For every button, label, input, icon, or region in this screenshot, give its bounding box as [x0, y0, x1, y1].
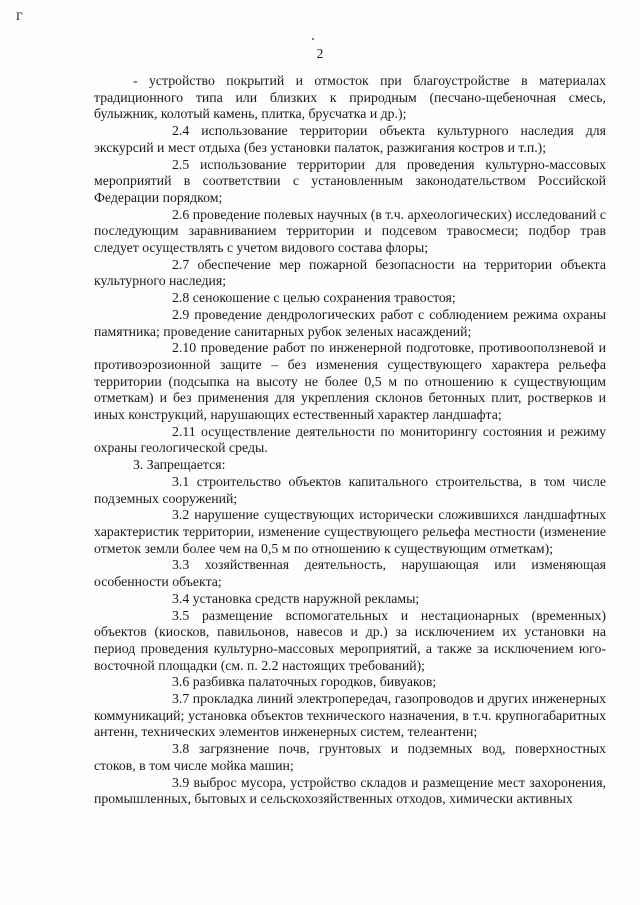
paragraph-text: хозяйственная деятельность, нарушающая или изменяющая особенности объекта; — [94, 557, 606, 590]
paragraph-number: 3.2 — [172, 507, 190, 523]
paragraph-number: 3.6 — [172, 674, 190, 690]
paragraph-3-2 — [94, 507, 606, 557]
paragraph-3-4 — [94, 591, 606, 608]
paragraph-text: строительство объектов капитального строительства, в том числе подземных сооружений; — [94, 473, 606, 506]
paragraph-text: загрязнение почв, грунтовых и подземных вод, поверхностных стоков, в том числе мойка машин; — [94, 741, 607, 773]
paragraph-number: 3.1 — [172, 473, 190, 489]
section-heading-text: 3. Запрещается: — [133, 457, 226, 473]
paragraph-number: 3.5 — [172, 607, 190, 623]
paragraph-text: использование территории объекта культурного наследия для экскурсий и мест отдыха (без установки палаток, разжигания костров и т.п.); — [94, 123, 606, 155]
paragraph-text: использование территории для проведения культурно-массовых мероприятий в соответствии с установленным законодательством Российской Федерации порядком; — [94, 156, 606, 205]
document-body — [94, 73, 606, 808]
paragraph-bullet-pavement — [94, 73, 606, 123]
paragraph-text: установка средств наружной рекламы; — [192, 590, 420, 606]
paragraph-text: - устройство покрытий и отмосток при благоустройстве в материалах традиционного типа или близких к природным (песчано-щебеночная смесь, булыжник, колотый камень, плитка, брусчатка и др.); — [94, 73, 606, 122]
paragraph-2-11 — [94, 424, 606, 457]
paragraph-text: обеспечение мер пожарной безопасности на территории объекта культурного наследия; — [94, 256, 606, 289]
page-number: 2 — [316, 46, 324, 61]
paragraph-number: 2.10 — [172, 340, 197, 356]
paragraph-text: выброс мусора, устройство складов и размещение мест захоронения, промышленных, бытовых и сельскохозяйственных отходов, химически активных — [94, 774, 606, 807]
paragraph-2-5 — [94, 157, 606, 207]
paragraph-text: проведение работ по инженерной подготовке, противооползневой и противоэрозионной защите – без изменения существующего характера рельефа территории (подсыпка на высоту не более 0,5 м по отношению к существующим отметкам) и без применения для укрепления склонов бетонных плит, ростверков и иных конструкций, нарушающих естественный характер ландшафта; — [94, 340, 607, 423]
paragraph-text: прокладка линий электропередач, газопроводов и других инженерных коммуникаций; установка объектов технического назначения, в т.ч. крупногабаритных антенн, технических элементов инженерных систем, телеантенн; — [94, 691, 606, 740]
paragraph-2-8 — [94, 290, 606, 307]
paragraph-3-5 — [94, 608, 606, 675]
paragraph-2-10 — [94, 340, 606, 424]
scan-speck — [312, 38, 314, 40]
paragraph-number: 2.7 — [172, 256, 190, 272]
paragraph-text: проведение дендрологических работ с соблюдением режима охраны памятника; проведение санитарных рубок зеленых насаждений; — [94, 306, 606, 339]
paragraph-number: 3.4 — [172, 590, 190, 606]
paragraph-number: 2.8 — [172, 290, 190, 306]
paragraph-3-7 — [94, 691, 606, 741]
paragraph-2-4 — [94, 123, 606, 156]
paragraph-number: 3.9 — [172, 774, 190, 790]
paragraph-2-6 — [94, 207, 606, 257]
section-heading-prohibited — [94, 457, 606, 474]
paragraph-number: 2.11 — [172, 423, 196, 439]
paragraph-text: нарушение существующих исторически сложившихся ландшафтных характеристик территории, изменение существующего рельефа местности (изменение отметок земли более чем на 0,5 м по отношению к существующим отметкам); — [94, 507, 606, 556]
paragraph-2-7 — [94, 257, 606, 290]
paragraph-number: 2.6 — [172, 206, 190, 222]
paragraph-3-1 — [94, 474, 606, 507]
paragraph-number: 2.9 — [172, 306, 190, 322]
paragraph-number: 3.3 — [172, 557, 190, 573]
paragraph-text: осуществление деятельности по мониторингу состояния и режиму охраны геологической среды. — [94, 423, 607, 456]
paragraph-text: сенокошение с целью сохранения травостоя; — [192, 290, 456, 306]
paragraph-3-8 — [94, 741, 606, 774]
paragraph-3-9 — [94, 775, 606, 808]
paragraph-number: 3.8 — [172, 741, 190, 757]
paragraph-number: 2.5 — [172, 156, 190, 172]
paragraph-text: проведение полевых научных (в т.ч. археологических) исследований с последующим заравниванием территории и подсевом травосмеси; подбор трав следует осуществлять с учетом видового состава флоры; — [94, 206, 607, 256]
paragraph-text: разбивка палаточных городков, бивуаков; — [192, 674, 437, 690]
paragraph-3-3 — [94, 557, 606, 590]
paragraph-text: размещение вспомогательных и нестационарных (временных) объектов (киосков, павильонов, навесов и др.) за исключением их установки на период проведения культурно-массовых мероприятий, а также за исключением юго-восточной площадки (см. п. 2.2 настоящих требований); — [94, 607, 606, 673]
corner-mark: г — [16, 7, 23, 24]
paragraph-3-6 — [94, 674, 606, 691]
paragraph-number: 2.4 — [172, 123, 190, 139]
paragraph-number: 3.7 — [172, 691, 190, 707]
paragraph-2-9 — [94, 307, 606, 340]
